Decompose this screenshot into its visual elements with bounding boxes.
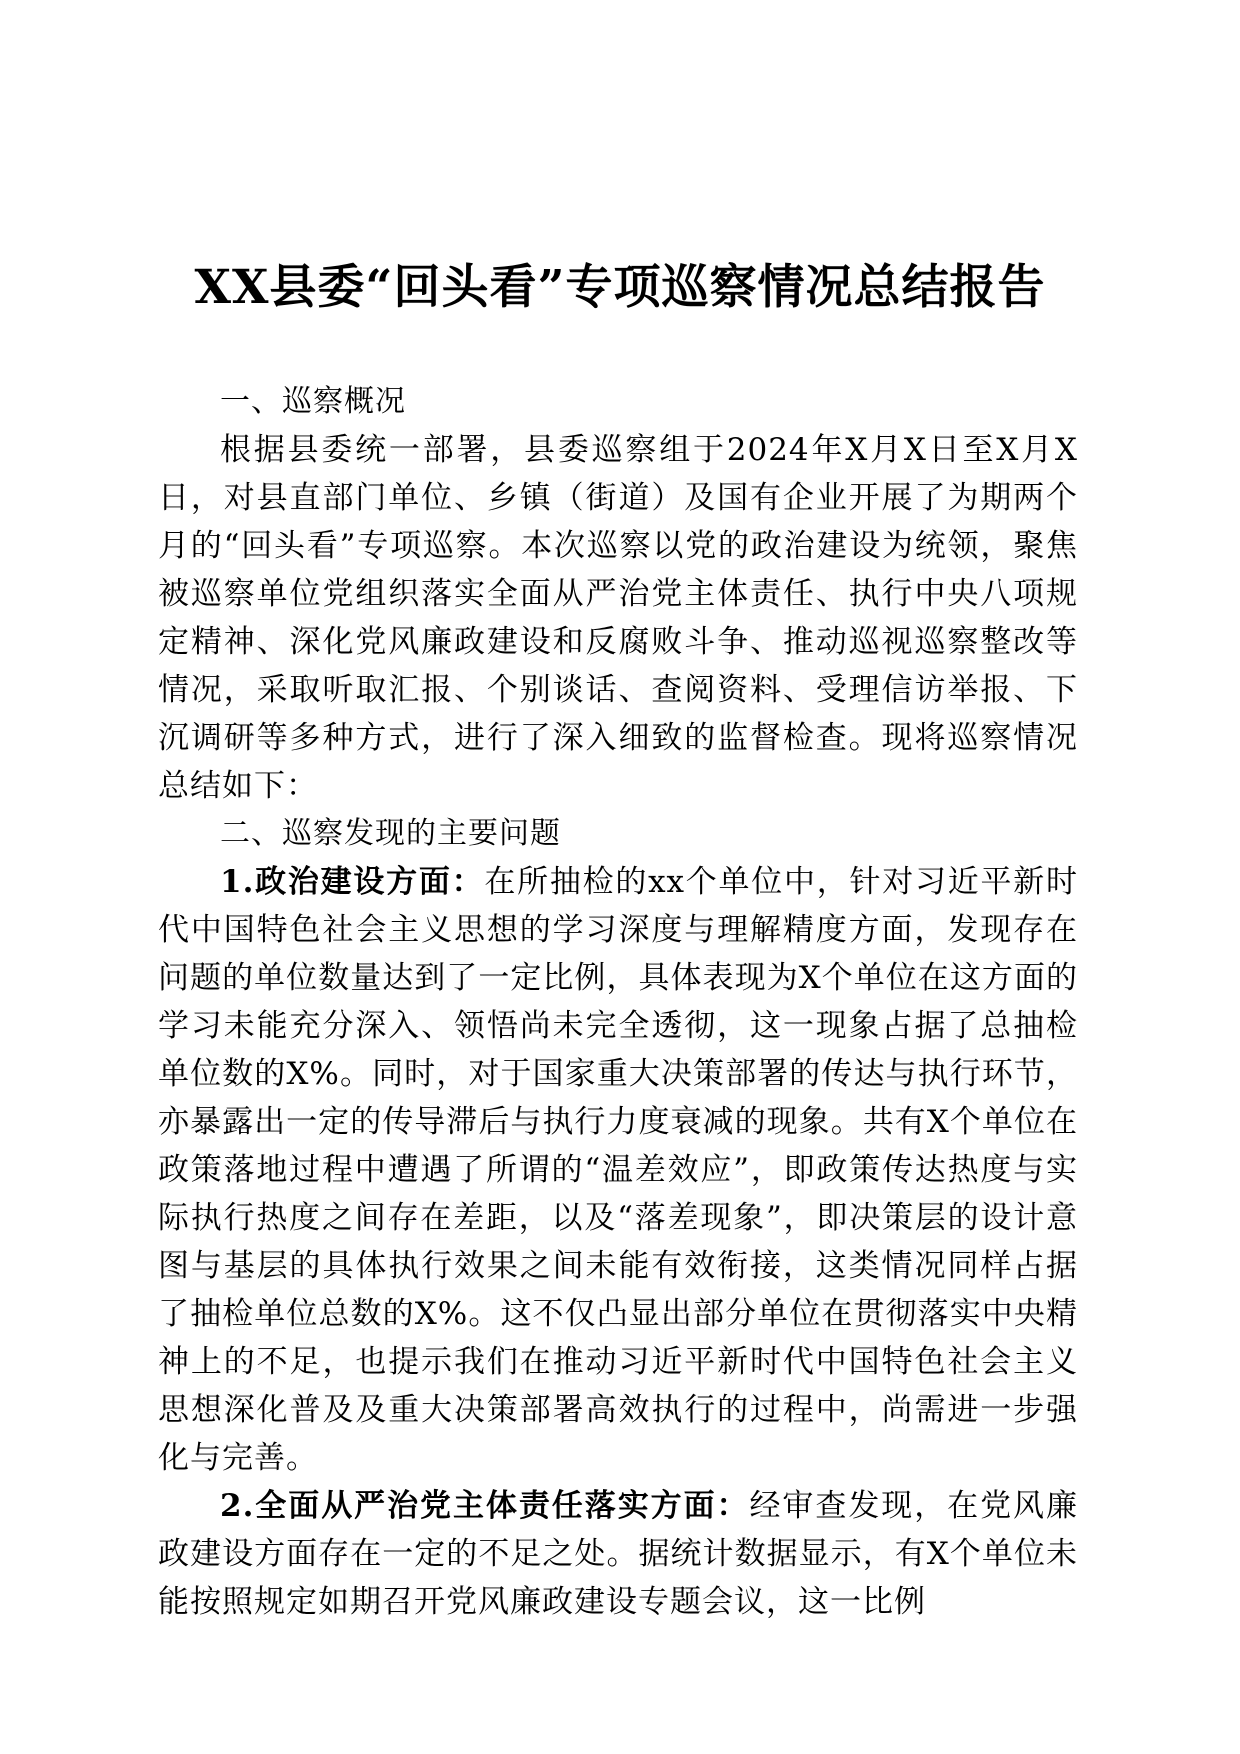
paragraph-text: 在所抽检的xx个单位中，针对习近平新时代中国特色社会主义思想的学习深度与理解精度方面，发现存在问题的单位数量达到了一定比例，具体表现为X个单位在这方面的学习未能充分深入、领悟尚未完全透彻，这一现象占据了总抽检单位数的X%。同时，对于国家重大决策部署的传达与执行环节，亦暴露出一定的传导滞后与执行力度衰减的现象。共有X个单位在政策落地过程中遭遇了所谓的“温差效应”，即政策传达热度与实际执行热度之间存在差距，以及“落差现象”，即决策层的设计意图与基层的具体执行效果之间未能有效衔接，这类情况同样占据了抽检单位总数的X%。这不仅凸显出部分单位在贯彻落实中央精神上的不足，也提示我们在推动习近平新时代中国特色社会主义思想深化普及及重大决策部署高效执行的过程中，尚需进一步强化与完善。 xyxy=(158,864,1078,1476)
document-title: XX县委“回头看”专项巡察情况总结报告 xyxy=(194,260,1046,315)
section-heading-overview: 一、巡察概况 xyxy=(220,384,406,419)
paragraph-text: 根据县委统一部署，县委巡察组于2024年X月X日至X月X日，对县直部门单位、乡镇（街道）及国有企业开展了为期两个月的“回头看”专项巡察。本次巡察以党的政治建设为统领，聚焦被巡察单位党组织落实全面从严治党主体责任、执行中央八项规定精神、深化党风廉政建设和反腐败斗争、推动巡视巡察整改等情况，采取听取汇报、个别谈话、查阅资料、受理信访举报、下沉调研等多种方式，进行了深入细致的监督检查。现将巡察情况总结如下： xyxy=(158,432,1078,804)
section-heading-problems: 二、巡察发现的主要问题 xyxy=(220,816,561,851)
subheading-party-governance: 2.全面从严治党主体责任落实方面： xyxy=(220,1488,750,1524)
paragraph-overview xyxy=(158,426,1078,810)
subheading-political-construction: 1.政治建设方面： xyxy=(220,864,485,900)
paragraph-party-governance xyxy=(158,1482,1078,1626)
document-body xyxy=(158,378,1078,1626)
paragraph-political-construction xyxy=(158,858,1078,1482)
paragraph-text: 经审查发现，在党风廉政建设方面存在一定的不足之处。据统计数据显示，有X个单位未能按照规定如期召开党风廉政建设专题会议，这一比例 xyxy=(158,1488,1078,1620)
